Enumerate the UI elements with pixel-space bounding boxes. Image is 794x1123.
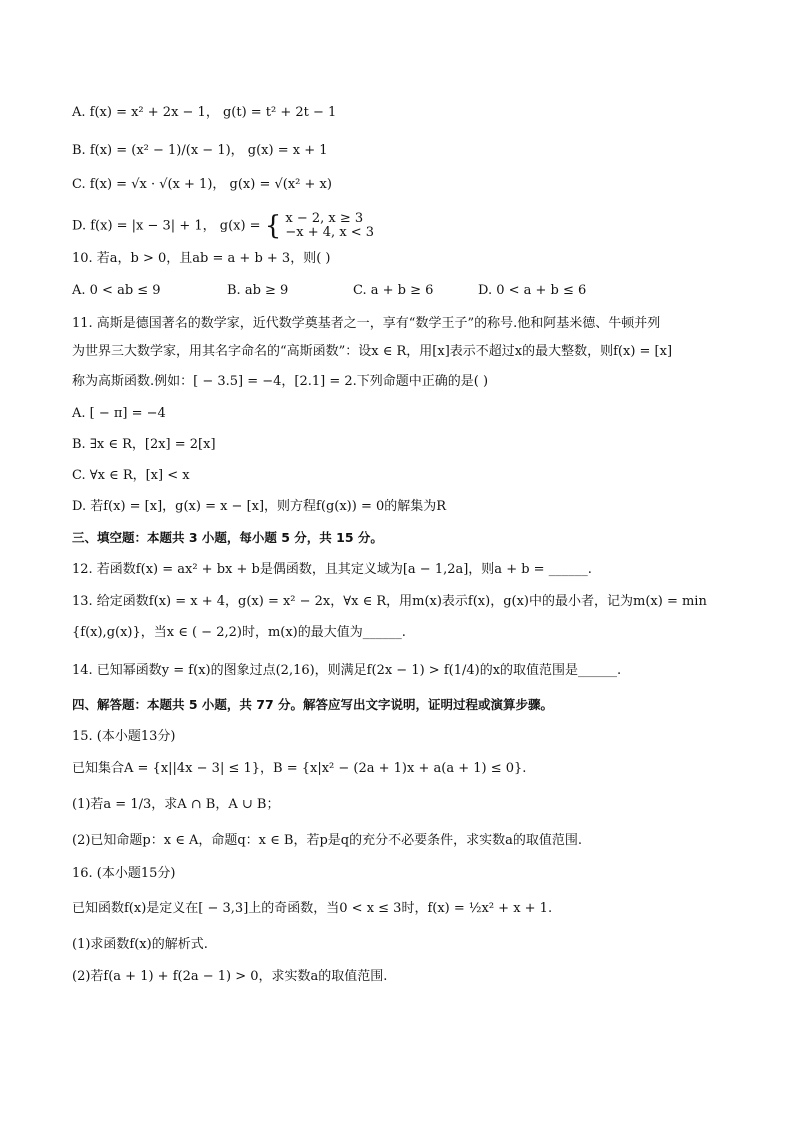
q15-part1: (1)若a = 1/3，求A ∩ B，A ∪ B；: [72, 797, 280, 812]
q11-option-d: D. 若f(x) = [x]，g(x) = x − [x]，则方程f(g(x)) = 0的解集为R: [72, 499, 447, 514]
q15-part2: (2)已知命题p：x ∈ A，命题q：x ∈ B，若p是q的充分不必要条件，求实数a的取值范围.: [72, 833, 582, 848]
q11-line1: 11. 高斯是德国著名的数学家，近代数学奠基者之一，享有“数学王子”的称号.他和阿基米德、牛顿并列: [72, 316, 661, 331]
q10-option-c: C. a + b ≥ 6: [353, 283, 434, 298]
q16-heading: 16. (本小题15分): [72, 866, 176, 881]
q9-option-a: A. f(x) = x² + 2x − 1， g(t) = t² + 2t − 1: [72, 105, 337, 120]
q16-part2: (2)若f(a + 1) + f(2a − 1) > 0，求实数a的取值范围.: [72, 969, 388, 984]
q14: 14. 已知幂函数y = f(x)的图象过点(2,16)，则满足f(2x − 1) > f(1/4)的x的取值范围是______.: [72, 663, 622, 678]
q11-line3: 称为高斯函数.例如：[ − 3.5] = −4，[2.1] = 2.下列命题中正确的是( ): [72, 374, 489, 389]
q9-option-b: B. f(x) = (x² − 1)/(x − 1)， g(x) = x + 1: [72, 143, 328, 158]
q11-line2: 为世界三大数学家，用其名字命名的“高斯函数”：设x ∈ R，用[x]表示不超过x的最大整数，则f(x) = [x]: [72, 344, 673, 359]
q13-line1: 13. 给定函数f(x) = x + 4，g(x) = x² − 2x，∀x ∈ R，用m(x)表示f(x)，g(x)中的最小者，记为m(x) = min: [72, 594, 707, 609]
q13-line2: {f(x),g(x)}，当x ∈ ( − 2,2)时，m(x)的最大值为______.: [72, 625, 406, 640]
q10-option-a: A. 0 < ab ≤ 9: [72, 283, 161, 298]
q9-option-d-brace: {: [264, 211, 282, 241]
q9-option-d-case2: −x + 4, x < 3: [285, 225, 375, 240]
q11-option-c: C. ∀x ∈ R，[x] < x: [72, 468, 190, 483]
section4-heading: 四、解答题：本题共 5 小题，共 77 分。解答应写出文字说明，证明过程或演算步骤。: [72, 697, 554, 712]
q10-stem: 10. 若a，b > 0，且ab = a + b + 3，则( ): [72, 251, 331, 266]
q16-part1: (1)求函数f(x)的解析式.: [72, 937, 208, 952]
q16-stem: 已知函数f(x)是定义在[ − 3,3]上的奇函数，当0 < x ≤ 3时，f(x) = ½x² + x + 1.: [72, 901, 553, 916]
section3-heading: 三、填空题：本题共 3 小题，每小题 5 分，共 15 分。: [72, 530, 383, 545]
q10-option-b: B. ab ≥ 9: [227, 283, 289, 298]
q9-option-c: C. f(x) = √x · √(x + 1)， g(x) = √(x² + x): [72, 177, 332, 192]
q9-option-d: [72, 212, 374, 240]
q9-option-d-main: D. f(x) = |x − 3| + 1， g(x) =: [72, 218, 261, 234]
q15-stem: 已知集合A = {x||4x − 3| ≤ 1}，B = {x|x² − (2a + 1)x + a(a + 1) ≤ 0}.: [72, 761, 527, 776]
q10-option-d: D. 0 < a + b ≤ 6: [478, 283, 587, 298]
q11-option-b: B. ∃x ∈ R，[2x] = 2[x]: [72, 437, 216, 452]
q12: 12. 若函数f(x) = ax² + bx + b是偶函数，且其定义域为[a − 1,2a]，则a + b = ______.: [72, 562, 592, 577]
q11-option-a: A. [ − π] = −4: [72, 406, 166, 421]
q9-option-d-case1: x − 2, x ≥ 3: [285, 211, 364, 226]
q15-heading: 15. (本小题13分): [72, 729, 176, 744]
